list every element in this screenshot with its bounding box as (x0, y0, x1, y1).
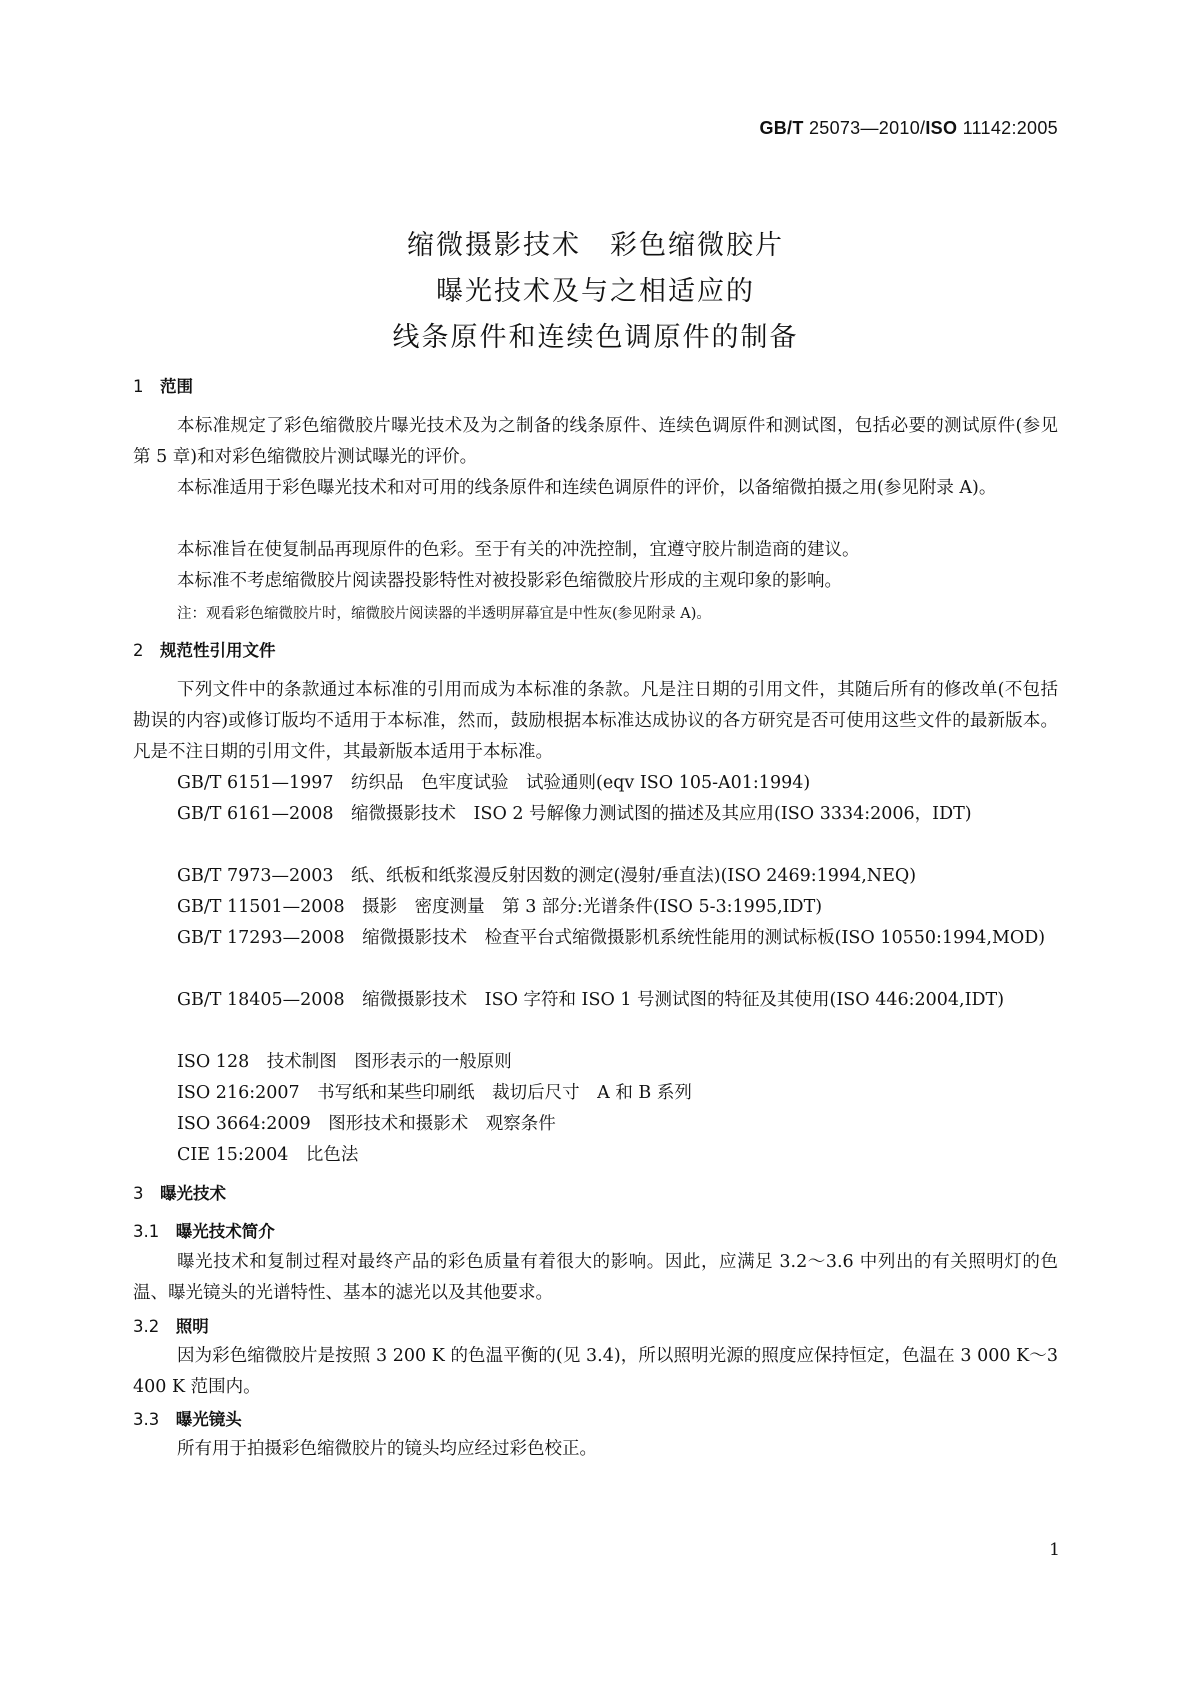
reference-item: GB/T 7973—2003 纸、纸板和纸浆漫反射因数的测定(漫射/垂直法)(ISO 2469:1994,NEQ) (177, 866, 917, 886)
section-3-2-heading: 3.2 照明 (133, 1317, 209, 1336)
reference-item: ISO 216:2007 书写纸和某些印刷纸 裁切后尺寸 A 和 B 系列 (177, 1083, 692, 1103)
title-line-2: 曝光技术及与之相适应的 (436, 276, 755, 307)
reference-item: ISO 128 技术制图 图形表示的一般原则 (177, 1052, 512, 1072)
reference-item: GB/T 11501—2008 摄影 密度测量 第 3 部分:光谱条件(ISO 5-3:1995,IDT) (177, 897, 823, 917)
standard-code (759, 118, 1058, 139)
code-prefix: GB/T (759, 118, 804, 138)
document-title (0, 223, 1191, 361)
reference-item: GB/T 6151—1997 纺织品 色牢度试验 试验通则(eqv ISO 105-A01:1994) (177, 773, 811, 793)
section-3-1-para: 曝光技术和复制过程对最终产品的彩色质量有着很大的影响。因此，应满足 3.2～3.6 中列出的有关照明灯的色温、曝光镜头的光谱特性、基本的滤光以及其他要求。 (133, 1252, 1058, 1303)
section-1-para-2: 本标准适用于彩色曝光技术和对可用的线条原件和连续色调原件的评价，以备缩微拍摄之用(参见附录 A)。 (177, 478, 997, 498)
code-iso: ISO (925, 118, 958, 138)
section-1-note: 注：观看彩色缩微胶片时，缩微胶片阅读器的半透明屏幕宜是中性灰(参见附录 A)。 (177, 606, 711, 622)
section-3-2-para: 因为彩色缩微胶片是按照 3 200 K 的色温平衡的(见 3.4)，所以照明光源的照度应保持恒定，色温在 3 000 K～3 400 K 范围内。 (133, 1346, 1058, 1397)
section-1-para-1: 本标准规定了彩色缩微胶片曝光技术及为之制备的线条原件、连续色调原件和测试图，包括必要的测试原件(参见第 5 章)和对彩色缩微胶片测试曝光的评价。 (133, 416, 1058, 467)
section-3-heading: 3 曝光技术 (133, 1184, 226, 1203)
reference-item: GB/T 6161—2008 缩微摄影技术 ISO 2 号解像力测试图的描述及其应用(ISO 3334:2006，IDT) (177, 804, 972, 824)
section-1-para-4: 本标准不考虑缩微胶片阅读器投影特性对被投影彩色缩微胶片形成的主观印象的影响。 (177, 571, 842, 591)
reference-item: ISO 3664:2009 图形技术和摄影术 观察条件 (177, 1114, 556, 1134)
section-3-1-heading: 3.1 曝光技术简介 (133, 1222, 275, 1241)
code-number: 25073—2010/ (803, 118, 926, 138)
section-3-3-heading: 3.3 曝光镜头 (133, 1410, 242, 1429)
reference-item: GB/T 17293—2008 缩微摄影技术 检查平台式缩微摄影机系统性能用的测试标板(ISO 10550:1994,MOD) (177, 928, 1046, 948)
section-1-para-3: 本标准旨在使复制品再现原件的色彩。至于有关的冲洗控制，宜遵守胶片制造商的建议。 (177, 540, 860, 560)
page-number: 1 (1049, 1540, 1060, 1560)
section-3-3-para: 所有用于拍摄彩色缩微胶片的镜头均应经过彩色校正。 (177, 1439, 597, 1459)
reference-item: CIE 15:2004 比色法 (177, 1145, 359, 1165)
section-2-para-1: 下列文件中的条款通过本标准的引用而成为本标准的条款。凡是注日期的引用文件，其随后所有的修改单(不包括勘误的内容)或修订版均不适用于本标准，然而，鼓励根据本标准达成协议的各方研究是否可使用这些文件的最新版本。凡是不注日期的引用文件，其最新版本适用于本标准。 (133, 680, 1058, 762)
reference-item: GB/T 18405—2008 缩微摄影技术 ISO 字符和 ISO 1 号测试图的特征及其使用(ISO 446:2004,IDT) (177, 990, 1005, 1010)
section-1-heading: 1 范围 (133, 377, 193, 396)
section-2-heading: 2 规范性引用文件 (133, 641, 276, 660)
code-iso-number: 11142:2005 (957, 118, 1058, 138)
title-line-1: 缩微摄影技术 彩色缩微胶片 (407, 230, 784, 261)
title-line-3: 线条原件和连续色调原件的制备 (392, 322, 799, 353)
